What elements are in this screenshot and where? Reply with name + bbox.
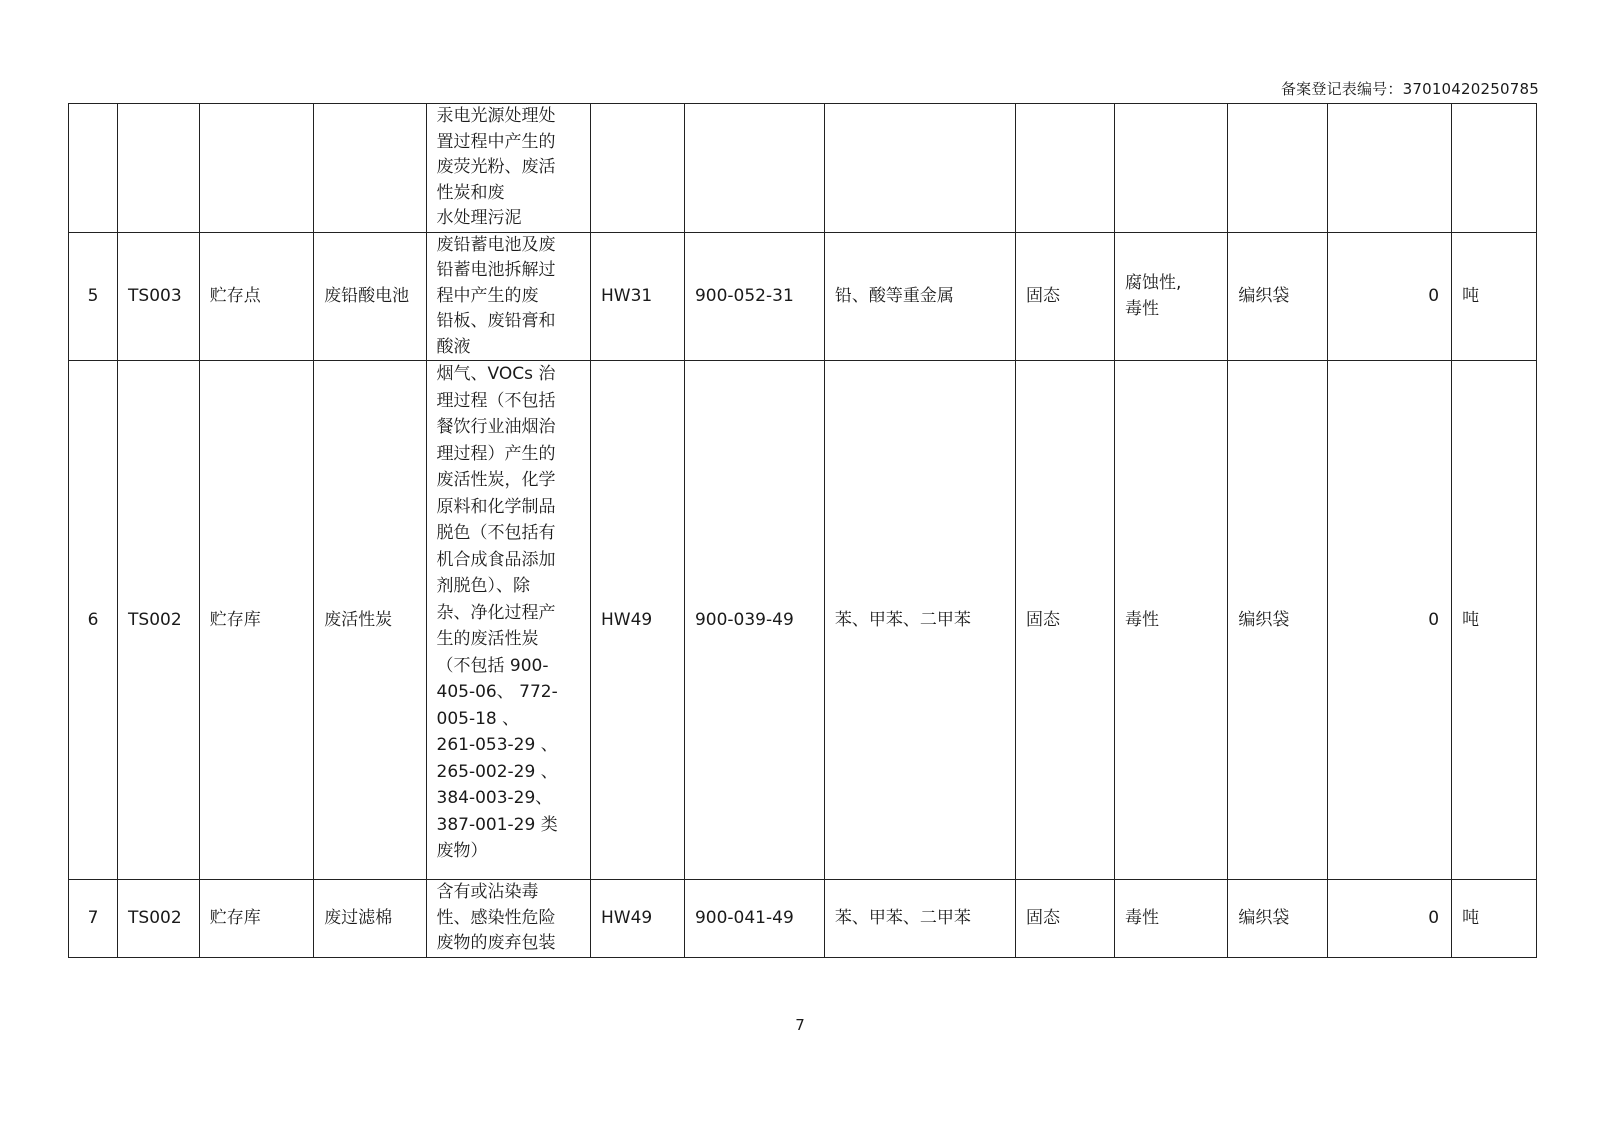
waste-code: [684, 104, 824, 233]
physical-form: 固态: [1015, 232, 1114, 361]
hazard-property: 毒性: [1115, 361, 1228, 880]
quantity: [1327, 104, 1452, 233]
facility-type: [199, 104, 313, 233]
quantity: 0: [1327, 880, 1452, 958]
waste-source-description: 烟气、VOCs 治 理过程（不包括 餐饮行业油烟治 理过程）产生的 废活性炭，化学 原料和化学制品 脱色（不包括有 机合成食品添加 剂脱色）、除 杂、净化过程产 生的废活性炭 （不包括 900- 405-06、 772- 005-18 、 261-053-29 、 265-002-29 、 384-003-29、 387-001-29 类 废物）: [426, 361, 590, 880]
quantity: 0: [1327, 232, 1452, 361]
hazard-component: 苯、甲苯、二甲苯: [824, 361, 1015, 880]
row-no: [69, 104, 118, 233]
packaging: 编织袋: [1228, 232, 1327, 361]
waste-source-description: 废铅蓄电池及废 铅蓄电池拆解过 程中产生的废 铅板、废铅膏和 酸液: [426, 232, 590, 361]
packaging: 编织袋: [1228, 361, 1327, 880]
hazard-component: [824, 104, 1015, 233]
physical-form: 固态: [1015, 880, 1114, 958]
waste-code: 900-052-31: [684, 232, 824, 361]
hazard-component: 苯、甲苯、二甲苯: [824, 880, 1015, 958]
waste-source-description: 汞电光源处理处 置过程中产生的 废荧光粉、废活 性炭和废 水处理污泥: [426, 104, 590, 233]
page-number: 7: [795, 1016, 805, 1034]
waste-name: 废过滤棉: [314, 880, 426, 958]
facility-type: 贮存库: [199, 880, 313, 958]
facility-code: TS003: [118, 232, 200, 361]
table-row: [69, 361, 1537, 880]
row-no: 6: [69, 361, 118, 880]
record-number: 备案登记表编号：37010420250785: [1280, 80, 1539, 98]
unit: [1452, 104, 1537, 233]
hazard-property: 毒性: [1115, 880, 1228, 958]
waste-category: [590, 104, 684, 233]
waste-category: HW31: [590, 232, 684, 361]
unit: 吨: [1452, 880, 1537, 958]
waste-category: HW49: [590, 880, 684, 958]
hazard-component: 铅、酸等重金属: [824, 232, 1015, 361]
row-no: 5: [69, 232, 118, 361]
quantity: 0: [1327, 361, 1452, 880]
waste-name: 废铅酸电池: [314, 232, 426, 361]
packaging: 编织袋: [1228, 880, 1327, 958]
unit: 吨: [1452, 361, 1537, 880]
waste-code: 900-039-49: [684, 361, 824, 880]
waste-name: [314, 104, 426, 233]
hazard-property: [1115, 104, 1228, 233]
table-row: [69, 104, 1537, 233]
waste-source-description: 含有或沾染毒 性、感染性危险 废物的废弃包装: [426, 880, 590, 958]
facility-code: TS002: [118, 880, 200, 958]
facility-code: TS002: [118, 361, 200, 880]
waste-category: HW49: [590, 361, 684, 880]
facility-type: 贮存点: [199, 232, 313, 361]
row-no: 7: [69, 880, 118, 958]
facility-code: [118, 104, 200, 233]
facility-type: 贮存库: [199, 361, 313, 880]
waste-name: 废活性炭: [314, 361, 426, 880]
table-row: [69, 880, 1537, 958]
table-row: [69, 232, 1537, 361]
packaging: [1228, 104, 1327, 233]
hazardous-waste-table: [68, 103, 1537, 958]
waste-code: 900-041-49: [684, 880, 824, 958]
hazard-property: 腐蚀性, 毒性: [1115, 232, 1228, 361]
physical-form: [1015, 104, 1114, 233]
physical-form: 固态: [1015, 361, 1114, 880]
unit: 吨: [1452, 232, 1537, 361]
